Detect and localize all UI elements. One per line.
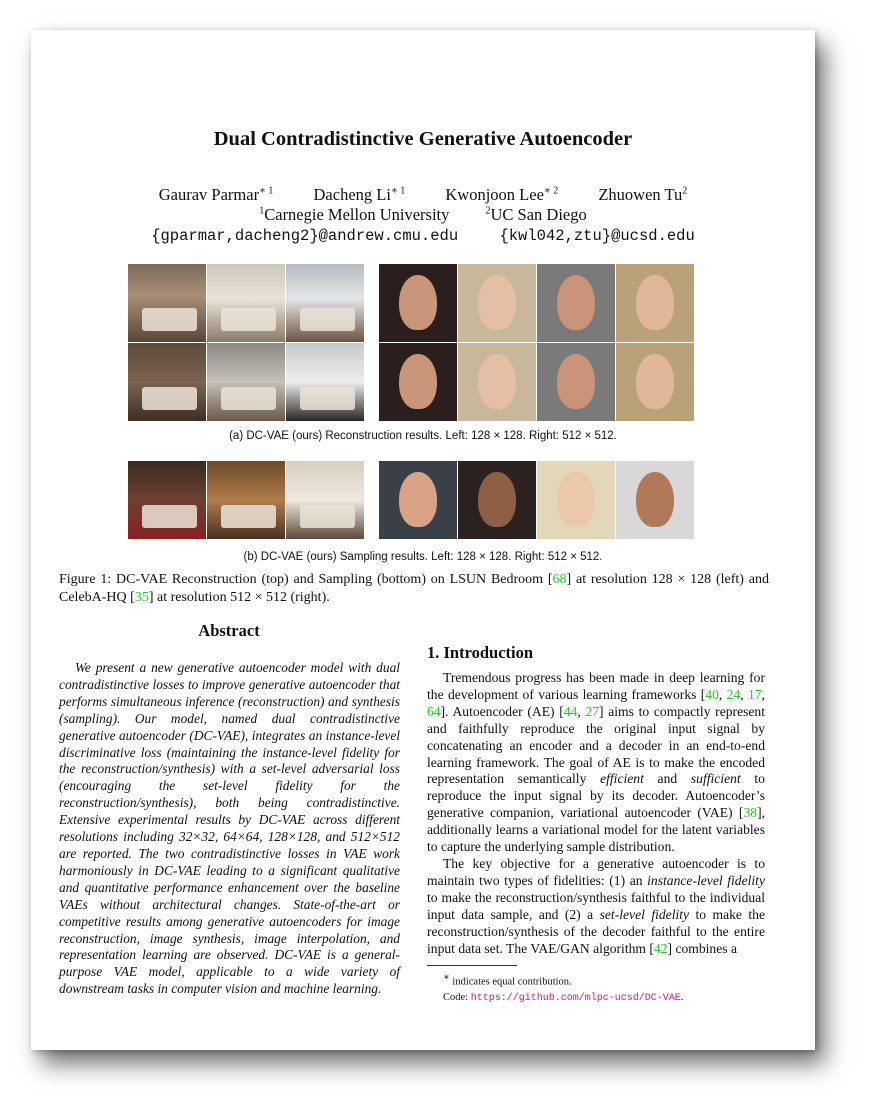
abstract-body: [59, 660, 400, 998]
affiliation: $^2$UC San Diego: [485, 205, 587, 224]
citation-link[interactable]: 17: [748, 686, 762, 702]
bedroom-reconstruction-grid: [128, 264, 364, 421]
face-image: [537, 343, 615, 421]
introduction-body: [427, 670, 765, 957]
code-url-link[interactable]: https://github.com/mlpc-ucsd/DC-VAE: [470, 992, 681, 1004]
citation-link[interactable]: 68: [552, 572, 567, 587]
author-list: [31, 185, 815, 205]
face-sampling-grid: [379, 461, 694, 539]
face-image: [379, 264, 457, 342]
email: {gparmar,dacheng2}@andrew.cmu.edu: [151, 227, 459, 245]
bedroom-image: [128, 264, 206, 342]
bedroom-image: [128, 343, 206, 421]
bedroom-image: [207, 461, 285, 539]
citation-link[interactable]: 42: [653, 940, 668, 956]
citation-link[interactable]: 24: [726, 686, 741, 702]
bedroom-image: [286, 343, 364, 421]
citation-link[interactable]: 40: [705, 686, 719, 702]
affiliation: $^1$Carnegie Mellon University: [259, 205, 450, 224]
citation-link[interactable]: 64: [427, 703, 441, 719]
footnote-code: Code: https://github.com/mlpc-ucsd/DC-VAE.: [443, 991, 684, 1004]
citation-link[interactable]: 27: [585, 703, 600, 719]
bedroom-image: [286, 461, 364, 539]
face-image: [379, 343, 457, 421]
introduction-heading: 1. Introduction: [427, 643, 534, 662]
author: Dacheng $Li^{∗ 1}$: [313, 185, 406, 204]
affiliations: [31, 205, 815, 225]
author-emails: [31, 227, 815, 245]
citation-link[interactable]: 44: [563, 703, 578, 719]
face-image: [616, 343, 694, 421]
email: {kwl042,ztu}@ucsd.edu: [499, 227, 695, 245]
author: Zhuowen Tu$^2$: [598, 185, 688, 204]
abstract-paragraph: We present a new generative autoencoder model with dual contradistinctive losses to improve generative autoencoder that performs simultaneous inference (reconstruction) and synthesis (sampling). Our model, named dual contradistinctive generative autoencoder (DC-VAE), integrates an instance-level discriminative loss (maintaining the instance-level fidelity for the reconstruction/synthesis) with a set-level adversarial loss (encouraging the set-level fidelity for the reconstruction/synthesis), both being contradistinctive. Extensive experimental results by DC-VAE across different resolutions including 32×32, 64×64, 128×128, and 512×512 are reported. The two contradistinctive losses in VAE work harmoniously in DC-VAE leading to a significant qualitative and quantitative performance enhancement over the baseline VAEs without architectural changes. State-of-the-art or competitive results among generative autoencoders for image reconstruction, image synthesis, image interpolation, and representation learning are observed. DC-VAE is a general-purpose VAE model, applicable to a wide variety of downstream tasks in computer vision and machine learning.: [59, 660, 400, 997]
intro-paragraph: Tremendous progress has been made in deep learning for the development of various learning frameworks [40, 24, 17, 64]. Autoencoder (AE) [44, 27] aims to compactly represent and faithfully reproduce the original input signal by concatenating an encoder and a decoder in an end-to-end learning framework. The goal of AE is to make the encoded representation semantically efficient and sufficient to reproduce the input signal by its decoder. Autoencoder’s generative companion, variational autoencoder (VAE) [38], additionally learns a variational model for the latent variables to capture the underlying sample distribution.: [427, 670, 766, 855]
bedroom-image: [128, 461, 206, 539]
figure-caption: Figure 1: DC-VAE Reconstruction (top) and Sampling (bottom) on LSUN Bedroom [68] at resolution 128 × 128 (left) and CelebA-HQ [35] at resolution 512 × 512 (right).: [59, 572, 769, 605]
face-image: [458, 343, 536, 421]
footnote-divider: [427, 965, 517, 966]
bedroom-image: [286, 264, 364, 342]
paper-title: Dual Contradistinctive Generative Autoencoder: [213, 128, 633, 150]
author: Gaurav Parmar$^{∗ 1}$: [158, 185, 274, 204]
bedroom-image: [207, 264, 285, 342]
footnote-equal-contribution: ∗ indicates equal contribution.: [443, 972, 572, 988]
face-image: [616, 461, 694, 539]
face-reconstruction-grid: [379, 264, 694, 421]
face-image: [458, 264, 536, 342]
face-image: [379, 461, 457, 539]
abstract-heading: Abstract: [198, 621, 260, 640]
author: Kwonjoon Lee$^{∗ 2}$: [445, 185, 559, 204]
face-image: [537, 264, 615, 342]
subcaption-b: (b) DC-VAE (ours) Sampling results. Left: 128 × 128. Right: 512 × 512.: [243, 551, 603, 563]
footnotes: [443, 970, 783, 1006]
face-image: [537, 461, 615, 539]
bedroom-image: [207, 343, 285, 421]
intro-paragraph: The key objective for a generative autoencoder is to maintain two types of fidelities: (1) an instance-level fidelity to make the reconstruction/synthesis faithful to the individual input data sample, and (2) a set-level fidelity to make the reconstruction/synthesis of the decoder faithful to the entire input data set. The VAE/GAN algorithm [42] combines a: [427, 855, 765, 956]
subcaption-a: (a) DC-VAE (ours) Reconstruction results. Left: 128 × 128. Right: 512 × 512.: [229, 430, 617, 442]
paper-page: [31, 30, 815, 1050]
citation-link[interactable]: 38: [743, 805, 758, 821]
face-image: [616, 264, 694, 342]
face-image: [458, 461, 536, 539]
citation-link[interactable]: 35: [134, 590, 149, 605]
bedroom-sampling-grid: [128, 461, 364, 539]
